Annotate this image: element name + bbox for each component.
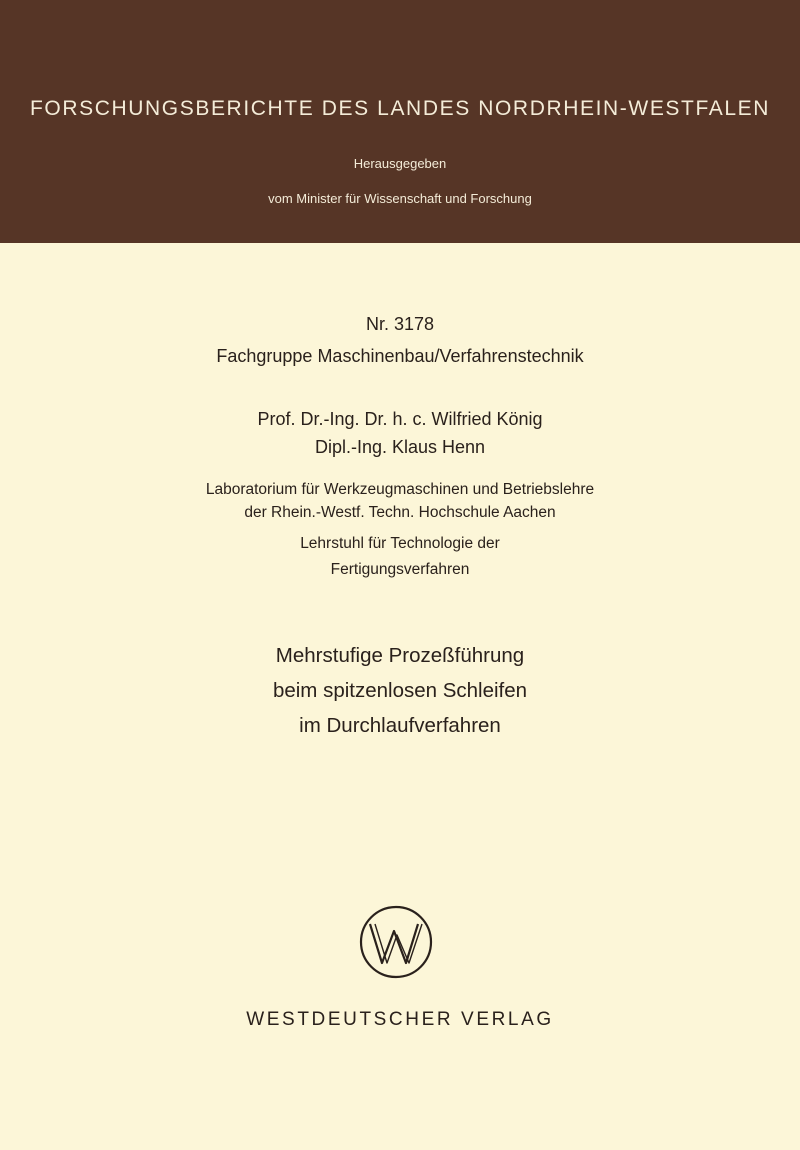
title-line-2: beim spitzenlosen Schleifen [272,679,528,702]
subject-group: Fachgruppe Maschinenbau/Verfahrenstechnik [216,346,584,366]
minister-line: vom Minister für Wissenschaft und Forschung [268,191,532,206]
title-line-3: im Durchlaufverfahren [299,714,501,737]
series-title: FORSCHUNGSBERICHTE DES LANDES NORDRHEIN-WESTFALEN [30,97,770,120]
published-by-label: Herausgegeben [353,156,447,171]
westdeutscher-verlag-w-logo-icon [359,905,433,979]
title-line-1: Mehrstufige Prozeßführung [275,644,525,667]
series-header-band [0,0,800,243]
institution-line-2: der Rhein.-Westf. Techn. Hochschule Aachen [244,504,556,521]
author-2: Dipl.-Ing. Klaus Henn [314,437,486,457]
institution-line-4: Fertigungsverfahren [330,561,470,578]
report-number: Nr. 3178 [365,314,435,334]
publisher-name: WESTDEUTSCHER VERLAG [246,1009,554,1030]
author-1: Prof. Dr.-Ing. Dr. h. c. Wilfried König [257,409,543,429]
institution-line-3: Lehrstuhl für Technologie der [300,535,500,552]
institution-line-1: Laboratorium für Werkzeugmaschinen und Betriebslehre [205,481,595,498]
